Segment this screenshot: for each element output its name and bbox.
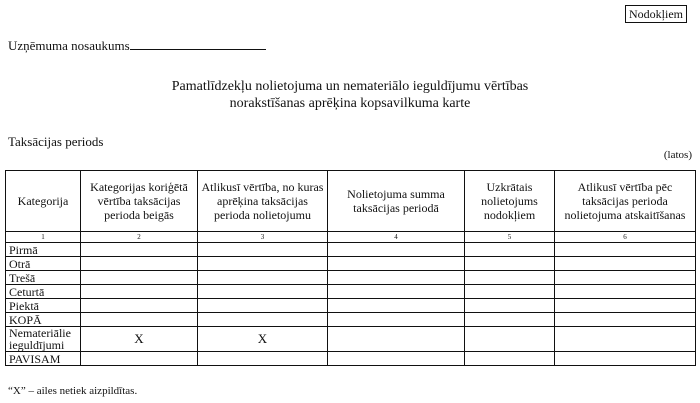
cell[interactable] <box>81 299 198 313</box>
tax-period-label: Taksācijas periods <box>8 134 104 149</box>
footnote: “X” – ailes netiek aizpildītas. <box>8 385 138 397</box>
cell[interactable] <box>555 327 696 352</box>
cell[interactable] <box>328 271 465 285</box>
cell[interactable] <box>328 327 465 352</box>
row-label-fifth: Piektā <box>6 299 81 313</box>
header-adjusted-value: Kategorijas koriģētā vērtība taksācijas perioda beigās <box>81 171 198 232</box>
cell[interactable] <box>465 285 555 299</box>
row-label-grand-total: PAVISAM <box>6 352 81 366</box>
cell[interactable] <box>555 285 696 299</box>
cell[interactable] <box>465 299 555 313</box>
cell[interactable] <box>198 352 328 366</box>
currency-units: (latos) <box>663 149 692 161</box>
header-depreciation-sum: Nolietojuma summa taksācijas periodā <box>328 171 465 232</box>
cell[interactable] <box>465 313 555 327</box>
cell[interactable] <box>81 352 198 366</box>
header-residual-value: Atlikusī vērtība, no kuras aprēķina taksācijas perioda nolietojumu <box>198 171 328 232</box>
cell[interactable] <box>555 313 696 327</box>
tax-stamp: Nodokļiem <box>625 5 687 23</box>
summary-table <box>5 170 696 366</box>
cell[interactable] <box>328 299 465 313</box>
cell[interactable] <box>465 352 555 366</box>
column-number: 6 <box>555 232 696 243</box>
table-row <box>6 299 696 313</box>
document-title-line2: norakstīšanas aprēķina kopsavilkuma karte <box>229 96 471 111</box>
table-row <box>6 271 696 285</box>
cell-not-filled: X <box>81 327 198 352</box>
cell[interactable] <box>328 352 465 366</box>
header-accumulated-depreciation: Uzkrātais nolietojums nodokļiem <box>465 171 555 232</box>
cell[interactable] <box>555 299 696 313</box>
cell[interactable] <box>81 243 198 257</box>
cell[interactable] <box>465 327 555 352</box>
company-name-field[interactable] <box>130 49 266 50</box>
row-label-first: Pirmā <box>6 243 81 257</box>
cell[interactable] <box>328 285 465 299</box>
cell[interactable] <box>198 243 328 257</box>
column-number: 3 <box>198 232 328 243</box>
cell[interactable] <box>81 285 198 299</box>
cell-not-filled: X <box>198 327 328 352</box>
row-label-total: KOPĀ <box>6 313 81 327</box>
table-row <box>6 257 696 271</box>
cell[interactable] <box>555 243 696 257</box>
row-label-third: Trešā <box>6 271 81 285</box>
cell[interactable] <box>81 313 198 327</box>
cell[interactable] <box>328 313 465 327</box>
column-number: 4 <box>328 232 465 243</box>
cell[interactable] <box>81 271 198 285</box>
table-row <box>6 327 696 352</box>
header-category: Kategorija <box>6 171 81 232</box>
table-row <box>6 313 696 327</box>
cell[interactable] <box>555 257 696 271</box>
column-number: 5 <box>465 232 555 243</box>
column-number-row <box>6 232 696 243</box>
row-label-intangible: Nemateriālie ieguldījumi <box>6 327 81 352</box>
cell[interactable] <box>555 352 696 366</box>
cell[interactable] <box>328 243 465 257</box>
table-row <box>6 243 696 257</box>
cell[interactable] <box>465 257 555 271</box>
cell[interactable] <box>198 271 328 285</box>
company-name-label: Uzņēmuma nosaukums <box>8 38 130 53</box>
table-header-row <box>6 171 696 232</box>
header-residual-after: Atlikusī vērtība pēc taksācijas perioda nolietojuma atskaitīšanas <box>555 171 696 232</box>
document-title-line1: Pamatlīdzekļu nolietojuma un nemateriālo ieguldījumu vērtības <box>171 79 529 94</box>
cell[interactable] <box>555 271 696 285</box>
column-number: 2 <box>81 232 198 243</box>
cell[interactable] <box>198 285 328 299</box>
cell[interactable] <box>198 313 328 327</box>
cell[interactable] <box>465 243 555 257</box>
table-row <box>6 352 696 366</box>
table-row <box>6 285 696 299</box>
cell[interactable] <box>198 257 328 271</box>
cell[interactable] <box>198 299 328 313</box>
column-number: 1 <box>6 232 81 243</box>
cell[interactable] <box>465 271 555 285</box>
row-label-second: Otrā <box>6 257 81 271</box>
cell[interactable] <box>328 257 465 271</box>
cell[interactable] <box>81 257 198 271</box>
row-label-fourth: Ceturtā <box>6 285 81 299</box>
